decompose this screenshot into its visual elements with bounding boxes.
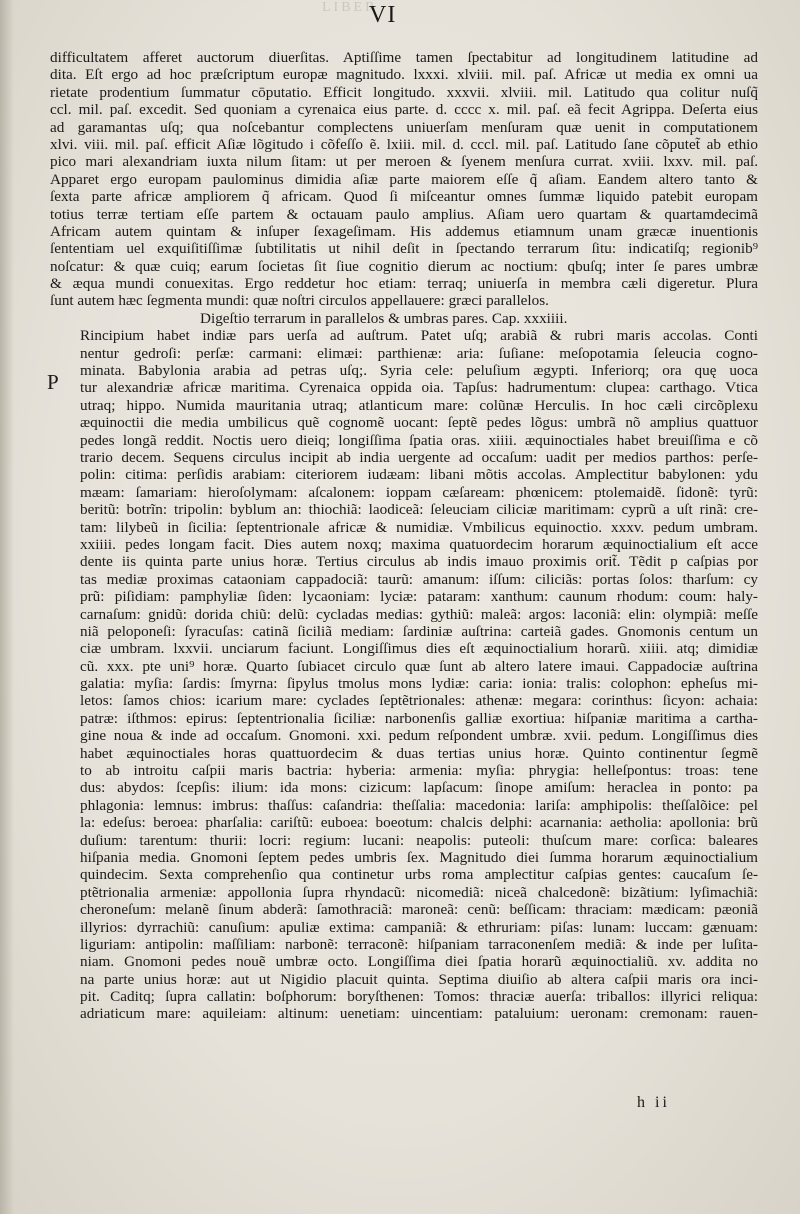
text-line: xlvi. viii. mil. paſ. efficit Aſiæ lõgitudo i cõfeſſo ẽ. lxiii. mil. d. cccl. mil. paſ. Latitudo ſane cõputet̃ ab ethio xyxy=(50,135,758,153)
text-line: duſium: tarentum: thurii: locri: regium: lucani: neapolis: puteoli: thuſcum mare: corſica: baleares xyxy=(80,831,758,849)
text-line: Africam autem quintam & inſuper ſexageſimam. His addemus etiamnum unam græcæ inuentionis xyxy=(50,222,758,240)
text-line: quindecim. Sexta comprehenſio qua continetur urbs roma amplectitur caſpias gentes: caucaſum ſe- xyxy=(80,866,758,884)
text-line: tur alexandriæ africæ maritima. Cyrenaica oppida oia. Tapſus: hadrumentum: clupea: carthago. Vtica xyxy=(80,379,758,397)
text-line: dente iis quinta parte unius horæ. Tertius circulus ab indis imauo proximis orit̃. Tẽdit p caſpias por xyxy=(80,553,758,571)
text-line: ſexta parte africæ ampliorem q̃ africam. Quod ſi miſceantur omnes ſummæ liquido patebit europam xyxy=(50,188,758,206)
text-line: xxiiii. pedes longam facit. Dies autem noxq; maxima quatuordecim horarum æquinoctialium eſt acce xyxy=(80,535,758,553)
show-through-text: LIBER xyxy=(322,0,378,15)
text-line: ptẽtrionalia armeniæ: appollonia ſupra rhyndacũ: nicomediã: niceã chalcedonẽ: bizãtium: lyſimachiã: xyxy=(80,883,758,901)
text-line: carnaſum: gnidũ: dorida chiũ: delũ: cycladas medias: gythiũ: maleã: argos: laconiã: elin: olympiã: meſſe xyxy=(80,605,758,623)
text-line: phlagonia: lemnus: imbrus: thaſſus: caſandria: theſſalia: macedonia: lariſa: amphipolis: theſſalõice: pel xyxy=(80,796,758,814)
text-line: nentur gedroſi: perſæ: carmani: elimæi: parthienæ: aria: ſuſiane: meſopotamia ſeleucia cogno- xyxy=(80,344,758,362)
signature-mark: h ii xyxy=(637,1094,670,1111)
text-line: na parte unius horæ: aut ut Nigidio placuit quinta. Septima diuiſio ab altera caſpii maris ora inci- xyxy=(80,970,758,988)
drop-initial: P xyxy=(47,370,59,394)
text-line: ſententiam uel exquiſitiſſimæ ſubtilitatis ut nihil deſit in ſpectando terrarum ſitu: indicatiſq; regionib⁹ xyxy=(50,240,758,258)
text-line: tas mediæ proximas cataoniam cappadociã: taurũ: amanum: iſſum: ciliciãs: portas ſolos: tharſum: cy xyxy=(80,570,758,588)
text-line: dita. Eſt ergo ad hoc præſcriptum europæ magnitudo. lxxxi. xlviii. mil. paſ. Africæ ut media ex omni ua xyxy=(50,66,758,84)
text-block xyxy=(47,49,758,1023)
text-line: hiſpania media. Gnomoni ſeptem pedes umbris ſex. Magnitudo diei ſumma horarum æquinoctialium xyxy=(80,848,758,866)
text-line: adriaticum mare: aquileiam: altinum: uenetiam: uincentiam: pataluium: ueronam: cremonam: rauen- xyxy=(80,1005,758,1023)
paragraph-continuation xyxy=(50,49,758,310)
text-line: minata. Babylonia arabia ad petras uſq;. Syria cele: peluſium ægypti. Inferiorq; ora quę uoca xyxy=(80,362,758,380)
text-line: ſunt autem hæc ſegmenta mundi: quæ noſtri circulos appellauere: græci parallelos. xyxy=(50,292,549,310)
text-line: prũ: piſidiam: pamphyliæ ſiden: lycaoniam: lyciæ: pataram: xanthum: caunum rhodum: coum: haly- xyxy=(80,588,758,606)
text-line: pit. Caditq; ſupra callatin: boſphorum: boryſthenen: Tomos: thraciæ auerſa: triballos: illyrici reliqua: xyxy=(80,988,758,1006)
text-line: utraq; hippo. Numida mauritania utraq; atlanticum mare: colũnæ Herculis. In hoc cæli circõplexu xyxy=(80,396,758,414)
text-line: trario decem. Sequens circulus incipit ab india uergente ad occaſum: uadit per medios parthos: perſe- xyxy=(80,448,758,466)
text-line: pico mari alexandriam iuxta nilum ſitam: ut per meroen & ſyenem menſura currat. xviii. lxxv. mil. paſ. xyxy=(50,153,758,171)
folio-number: VI xyxy=(369,2,397,28)
text-line: pedes longã reddit. Noctis uero dieiq; longiſſima ſpatia oras. xiiii. æquinoctiales habet breuiſſima e cõ xyxy=(80,431,758,449)
text-line: galatia: myſia: ſardis: ſmyrna: ſipylus tmolus mons lydiæ: caria: ionia: tralis: colophon: epheſus mi- xyxy=(80,675,758,693)
text-line: ciæ umbram. lxxvii. unciarum faciunt. Longiſſimus dies eſt æquinoctialium horarũ. xiiii. atq; dimidiæ xyxy=(80,640,758,658)
chapter-text xyxy=(80,327,758,1023)
text-line: niã peloponeſi: ſyracuſas: catinã ſiciliã mediam: ſardiniæ auſtrina: carteiã gades. Gnomonis centum un xyxy=(80,622,758,640)
text-line: totius terræ tertiam eſſe partem & octauam paulo amplius. Aſiam uero quartam & quartamdecimã xyxy=(50,205,758,223)
text-line: dus: abydos: ſcepſis: ilium: ida mons: cizicum: lapſacum: ſinope amiſum: heraclea in ponto: pa xyxy=(80,779,758,797)
text-line: tam: lilybeũ in ſicilia: ſeptentrionale africæ & numidiæ. Vmbilicus equinoctio. xxxv. pedum umbram. xyxy=(80,518,758,536)
text-line: Apparet ergo europam paulominus dimidia aſiæ parte maiorem eſſe q̃ aſiam. Eandem altero tanto & xyxy=(50,170,758,188)
text-line: ccl. mil. paſ. excedit. Sed quoniam a cyrenaica eius parte. d. cccc x. mil. paſ. eã fecit Agrippa. Deſerta eius xyxy=(50,101,758,119)
text-line: beritũ: botrĩn: tripolin: byblum an: thiochiã: laodiceã: ſeleuciam ciliciæ maritimam: cyprũ a uſt rinã: cre- xyxy=(80,501,758,519)
text-line: difficultatem afferet auctorum diuerſitas. Aptiſſime tamen ſpectabitur ad longitudinem latitudine ad xyxy=(50,49,758,66)
text-line: cheroneſum: melanẽ ſinum abderã: ſamothraciã: maroneã: cenũ: beſſicam: thraciam: mædicam: pæoniã xyxy=(80,901,758,919)
text-line: ad garamantas uſq; qua noſcebantur complectens uniuerſam menſuram quæ uenit in computationem xyxy=(50,118,758,136)
text-line: la: edeſus: beroea: pharſalia: cariſtũ: euboea: boeotum: chalcis delphi: acarnania: aetholia: apollonia: brũ xyxy=(80,814,758,832)
text-line: mæam: ſamariam: hieroſolymam: aſcalonem: ioppam cæſaream: phœnicem: ptolemaidẽ. ſidonẽ: tyrũ: xyxy=(80,483,758,501)
text-line: patræ: iſthmos: epirus: ſeptentrionalia ſiciliæ: narbonenſis galliæ exortiua: hiſpaniæ maritima a cartha- xyxy=(80,709,758,727)
page-gutter-shadow xyxy=(0,0,14,1214)
text-line: cũ. xxx. pte uni⁹ horæ. Quarto ſubiacet circulo quæ ſunt ab altero latere imaui. Cappadociæ auſtrina xyxy=(80,657,758,675)
text-line: gine noua & inde ad occaſum. Gnomoni. xxi. pedum reſpondent umbræ. xvii. pedum. Longiſſimus dies xyxy=(80,727,758,745)
text-line: æquinoctii die media umbilicus quẽ cognomẽ uocant: ſeptẽ pedes lõgus: umbrã nõ amplius quattuor xyxy=(80,414,758,432)
chapter-heading: Digeſtio terrarum in parallelos & umbras pares. Cap. xxxiiii. xyxy=(200,309,568,327)
text-line: habet æquinoctiales horas quattuordecim & duas tertias unius horæ. Quinto continentur ſegmẽ xyxy=(80,744,758,762)
text-line: liguriam: antipolin: maſſiliam: narbonẽ: terraconẽ: hiſpaniam tarraconenſem mediã: & inde per luſita- xyxy=(80,935,758,953)
text-line: Rincipium habet indiæ pars uerſa ad auſtrum. Patet uſq; arabiã & rubri maris accolas. Conti xyxy=(80,327,758,345)
text-line: polin: citima: perſidis arabiam: citeriorem iudæam: libani mõtis accolas. Amplectitur babylonen: ydu xyxy=(80,466,758,484)
text-line: illyrios: dyrrachiũ: canuſium: apuliæ extima: campaniã: & ethruriam: piſas: lunam: luccam: gænuam: xyxy=(80,918,758,936)
text-line: & æqua mundi conuexitas. Ergo reddetur hoc etiam: terraq; uniuerſa in membra cæli digeretur. Plura xyxy=(50,275,758,293)
text-line: niam. Gnomoni pedes nouẽ umbræ octo. Longiſſima diei ſpatia horarũ æquinoctialiũ. xv. addita no xyxy=(80,953,758,971)
text-line: to ab introitu caſpii maris bactria: hyberia: armenia: myſia: phrygia: helleſpontus: troas: tene xyxy=(80,762,758,780)
text-line: noſcatur: & quæ cuiq; earum ſocietas ſit ſiue cognitio dierum ac noctium: qbuſq; inter ſe pares umbræ xyxy=(50,257,758,275)
text-line: letos: ſamos chios: icarium mare: cyclades ſeptẽtrionales: athenæ: megara: corinthus: ſicyon: achaia: xyxy=(80,692,758,710)
text-line: rietate prodentium ſummatur cōputatio. Efficit longitudo. xxxvii. xlviii. mil. Latitudo qua colitur nuſq̃ xyxy=(50,83,758,101)
